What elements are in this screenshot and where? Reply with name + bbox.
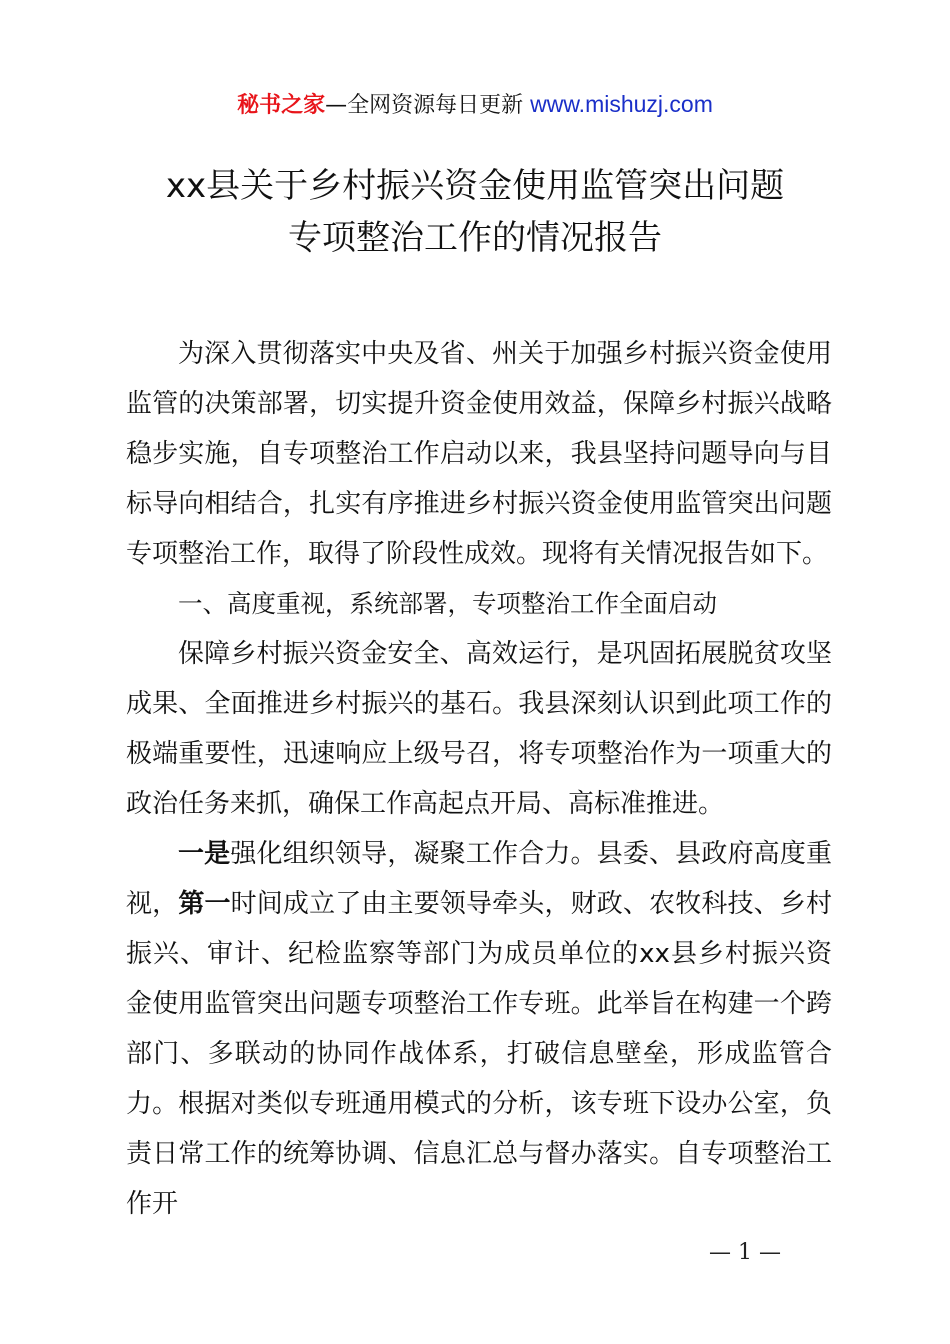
site-url-link[interactable]: www.mishuzj.com	[530, 91, 713, 117]
point-text-a: 强化组织领导，凝聚工作合力。县委、县政府高度重视，	[126, 839, 832, 919]
title-line-1: xx县关于乡村振兴资金使用监管突出问题	[165, 166, 785, 206]
point-text-b: 时间成立了由主要领导牵头，财政、农牧科技、乡村振兴、审计、纪检监察等部门为成员单位的xx县乡村振兴资金使用监管突出问题专项整治工作专班。此举旨在构建一个跨部门、多联动的协同作战体系，打破信息壁垒，形成监管合力。根据对类似专班通用模式的分析，该专班下设办公室，负责日常工作的统筹协调、信息汇总与督办落实。自专项整治工作开	[126, 889, 832, 1219]
site-tagline: —全网资源每日更新	[325, 93, 531, 118]
site-header	[0, 88, 950, 122]
point-paragraph	[126, 829, 832, 1229]
point-lead-bold: 一是	[178, 839, 231, 869]
title-line-2: 专项整治工作的情况报告	[288, 218, 662, 258]
intro-paragraph: 为深入贯彻落实中央及省、州关于加强乡村振兴资金使用监管的决策部署，切实提升资金使用效益，保障乡村振兴战略稳步实施，自专项整治工作启动以来，我县坚持问题导向与目标导向相结合，扎实有序推进乡村振兴资金使用监管突出问题专项整治工作，取得了阶段性成效。现将有关情况报告如下。	[126, 339, 832, 569]
page-number: — 1 —	[709, 1240, 781, 1265]
brand-name: 秘书之家	[237, 93, 326, 118]
document-body	[126, 329, 832, 1229]
section-paragraph: 保障乡村振兴资金安全、高效运行，是巩固拓展脱贫攻坚成果、全面推进乡村振兴的基石。我县深刻认识到此项工作的极端重要性，迅速响应上级号召，将专项整治作为一项重大的政治任务来抓，确保工作高起点开局、高标准推进。	[126, 639, 832, 819]
section-heading: 一、高度重视，系统部署，专项整治工作全面启动	[178, 589, 717, 618]
document-title	[0, 160, 950, 264]
point-emphasis-bold: 第一	[178, 889, 231, 919]
